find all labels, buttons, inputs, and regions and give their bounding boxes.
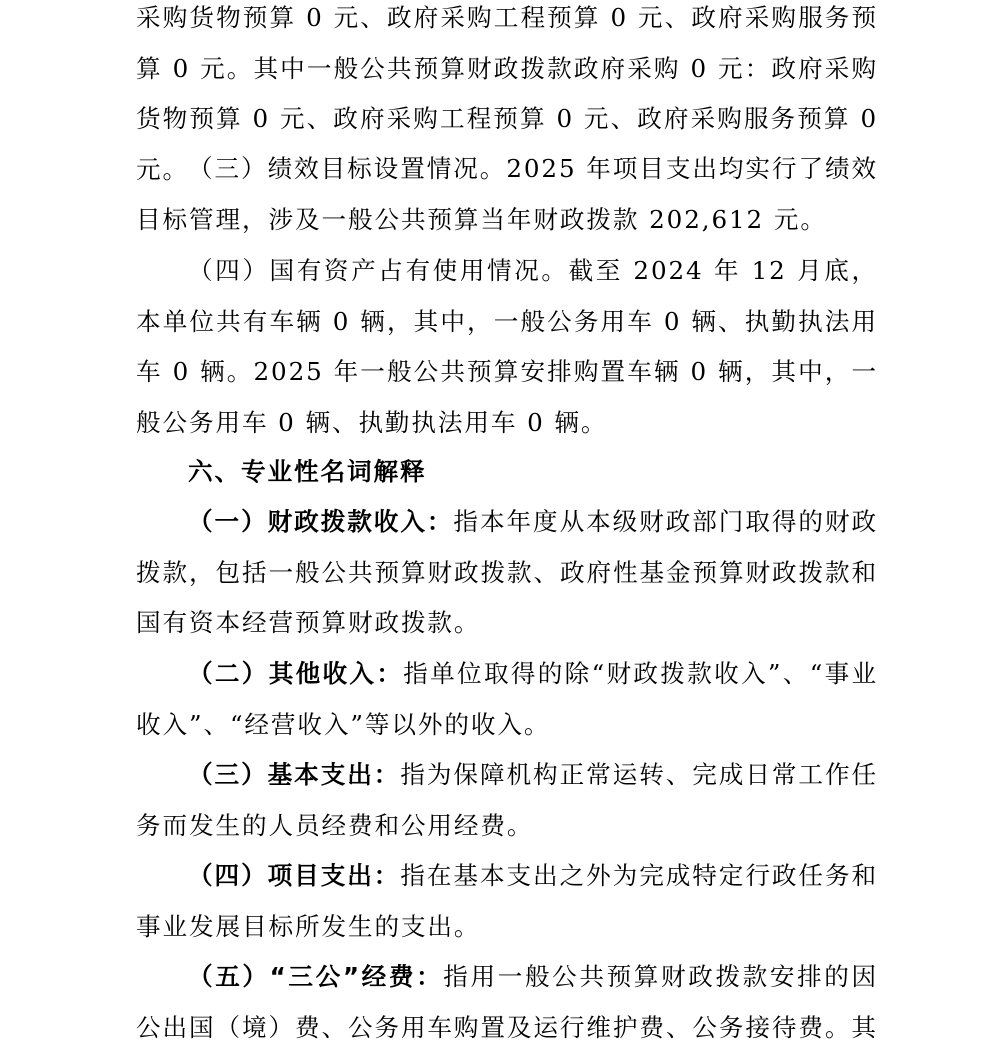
- paragraph-lead: （三）绩效目标设置情况。: [188, 154, 507, 183]
- term-definition: 指本年度从本级财政部门取得的财政拨款，包括一般公共预算财政拨款、政府性基金预算财政拨款和国有资本经营预算财政拨款。: [136, 507, 878, 637]
- paragraph-text: 截至 2024 年 12 月底，本单位共有车辆 0 辆，其中，一般公务用车 0 辆、执勤执法用车 0 辆。2025 年一般公共预算安排购置车辆 0 辆，其中，一般公务用车 0 辆、执勤执法用车 0 辆。: [136, 256, 878, 437]
- term-other-income: [136, 649, 878, 750]
- term-fiscal-appropriation-income: [136, 497, 878, 649]
- term-basic-expenditure: [136, 750, 878, 851]
- section-heading: 六、专业性名词解释: [188, 457, 427, 486]
- term-definition: 指在基本支出之外为完成特定行政任务和事业发展目标所发生的支出。: [136, 861, 879, 941]
- term-definition: 指用一般公共预算财政拨款安排的因公出国（境）费、公务用车购置及运行维护费、公务接待费。其: [136, 962, 879, 1042]
- term-label: （二）其他收入：: [188, 659, 404, 688]
- term-definition: 指单位取得的除“财政拨款收入”、“事业收入”、“经营收入”等以外的收入。: [136, 659, 878, 739]
- term-three-public-expenses: [136, 952, 878, 1053]
- term-label: （四）项目支出：: [188, 861, 401, 890]
- paragraph-lead: （四）国有资产占有使用情况。: [188, 256, 569, 285]
- term-label: （三）基本支出：: [188, 760, 401, 789]
- paragraph-text: 2025 年项目支出均实行了绩效目标管理，涉及一般公共预算当年财政拨款 202,612 元。: [136, 154, 878, 234]
- term-project-expenditure: [136, 851, 878, 952]
- term-label: （一）财政拨款收入：: [188, 507, 454, 536]
- term-label: （五）“三公”经费：: [188, 962, 444, 991]
- paragraph-performance-targets: [136, 144, 878, 245]
- term-definition: 指为保障机构正常运转、完成日常工作任务而发生的人员经费和公用经费。: [136, 760, 879, 840]
- paragraph-state-assets: [136, 246, 878, 448]
- paragraph-text: 采购货物预算 0 元、政府采购工程预算 0 元、政府采购服务预算 0 元。其中一般公共预算财政拨款政府采购 0 元：政府采购货物预算 0 元、政府采购工程预算 0 元、政府采购服务预算 0 元。: [136, 3, 878, 184]
